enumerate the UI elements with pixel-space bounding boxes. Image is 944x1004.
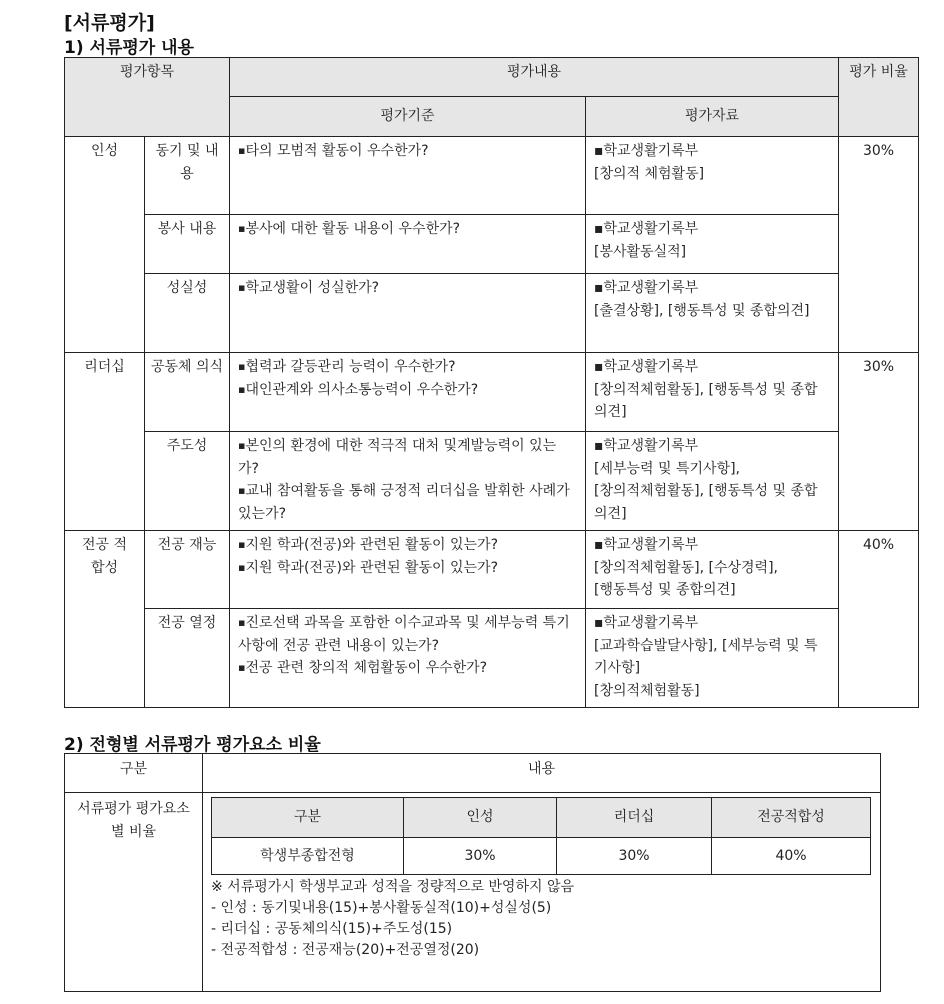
- inner-header: 전공적합성: [712, 798, 871, 838]
- material-cell: ▪학교생활기록부 [교과학습발달사항], [세부능력 및 특기사항] [창의적체험활동]: [586, 609, 839, 708]
- inner-header: 인성: [404, 798, 557, 838]
- inner-cell: 30%: [557, 838, 712, 875]
- note-line: ※ 서류평가시 학생부교과 성적을 정량적으로 반영하지 않음: [211, 879, 575, 895]
- subcategory-cell: 주도성: [145, 432, 230, 531]
- criteria-cell: ▪ 본인의 환경에 대한 적극적 대처 및계발능력이 있는가? ▪ 교내 참여활동을 통해 긍정적 리더십을 발휘한 사례가 있는가?: [230, 432, 586, 531]
- note-line: - 전공적합성 : 전공재능(20)+전공열정(20): [211, 942, 480, 958]
- material-cell: ▪학교생활기록부 [출결상황], [행동특성 및 종합의견]: [586, 274, 839, 353]
- table-row: [65, 137, 919, 215]
- subcategory-cell: 공동체 의식: [145, 353, 230, 432]
- criteria-cell: ▪ 봉사에 대한 활동 내용이 우수한가?: [230, 215, 586, 274]
- criteria-cell: ▪ 진로선택 과목을 포함한 이수교과목 및 세부능력 특기사항에 전공 관련 내용이 있는가? ▪ 전공 관련 창의적 체험활동이 우수한가?: [230, 609, 586, 708]
- ratio-cell: 30%: [839, 353, 919, 531]
- table-row: [65, 531, 919, 609]
- inner-cell: 40%: [712, 838, 871, 875]
- table-row: [65, 274, 919, 353]
- material-cell: ▪학교생활기록부 [창의적체험활동], [수상경력], [행동특성 및 종합의견]: [586, 531, 839, 609]
- subcategory-cell: 봉사 내용: [145, 215, 230, 274]
- ratio-table: [64, 753, 881, 992]
- material-cell: ▪학교생활기록부 [봉사활동실적]: [586, 215, 839, 274]
- material-cell: ▪학교생활기록부 [세부능력 및 특기사항], [창의적체험활동], [행동특성 및 종합의견]: [586, 432, 839, 531]
- ratio-inner-table: [211, 797, 871, 875]
- category-cell: 인성: [65, 137, 145, 353]
- criteria-cell: ▪ 타의 모범적 활동이 우수한가?: [230, 137, 586, 215]
- table-row: [65, 432, 919, 531]
- header-content: 내용: [203, 754, 881, 793]
- content-cell: [203, 793, 881, 992]
- notes: [203, 875, 880, 961]
- header-division: 구분: [65, 754, 203, 793]
- subcategory-cell: 성실성: [145, 274, 230, 353]
- header-ratio: 평가 비율: [839, 58, 919, 137]
- criteria-cell: ▪ 학교생활이 성실한가?: [230, 274, 586, 353]
- page-heading: [서류평가]: [64, 12, 155, 34]
- material-cell: ▪학교생활기록부 [창의적체험활동], [행동특성 및 종합의견]: [586, 353, 839, 432]
- table-row: [65, 609, 919, 708]
- inner-header: 리더십: [557, 798, 712, 838]
- category-cell: 리더십: [65, 353, 145, 531]
- section1-heading: 1) 서류평가 내용: [64, 38, 194, 58]
- criteria-cell: ▪ 협력과 갈등관리 능력이 우수한가? ▪ 대인관계와 의사소통능력이 우수한가?: [230, 353, 586, 432]
- criteria-cell: ▪ 지원 학과(전공)와 관련된 활동이 있는가? ▪ 지원 학과(전공)와 관련된 활동이 있는가?: [230, 531, 586, 609]
- header-content: 평가내용: [230, 58, 839, 97]
- section2-heading: 2) 전형별 서류평가 평가요소 비율: [64, 735, 321, 755]
- note-line: - 인성 : 동기및내용(15)+봉사활동실적(10)+성실성(5): [211, 900, 552, 916]
- header-criteria: 평가기준: [230, 97, 586, 137]
- inner-header: 구분: [212, 798, 404, 838]
- evaluation-content-table: [64, 57, 919, 708]
- header-material: 평가자료: [586, 97, 839, 137]
- subcategory-cell: 동기 및 내용: [145, 137, 230, 215]
- table-row: [65, 215, 919, 274]
- inner-cell: 학생부종합전형: [212, 838, 404, 875]
- ratio-cell: 40%: [839, 531, 919, 708]
- note-line: - 리더십 : 공동체의식(15)+주도성(15): [211, 921, 453, 937]
- inner-cell: 30%: [404, 838, 557, 875]
- table-row: [65, 353, 919, 432]
- category-cell: 전공 적합성: [65, 531, 145, 708]
- material-cell: ▪학교생활기록부 [창의적 체험활동]: [586, 137, 839, 215]
- row-label: 서류평가 평가요소별 비율: [65, 793, 203, 992]
- subcategory-cell: 전공 열정: [145, 609, 230, 708]
- ratio-cell: 30%: [839, 137, 919, 353]
- header-item: 평가항목: [65, 58, 230, 137]
- subcategory-cell: 전공 재능: [145, 531, 230, 609]
